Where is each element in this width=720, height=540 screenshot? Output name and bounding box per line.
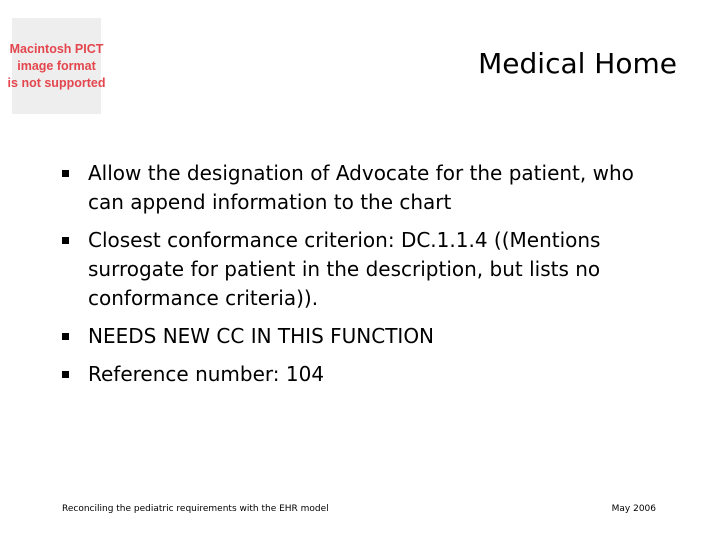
- bullet-text: NEEDS NEW CC IN THIS FUNCTION: [88, 324, 435, 348]
- placeholder-line: image format: [17, 58, 96, 73]
- bullet-item: [62, 226, 662, 313]
- placeholder-line: is not supported: [7, 75, 106, 90]
- square-bullet-icon: [62, 237, 69, 244]
- square-bullet-icon: [62, 170, 69, 177]
- unsupported-image-placeholder: [7, 18, 106, 114]
- bullet-text: Allow the designation of Advocate for the patient, who can append information to the chart: [88, 161, 634, 214]
- placeholder-line: Macintosh PICT: [9, 41, 104, 56]
- square-bullet-icon: [62, 333, 69, 340]
- footer-date: May 2006: [611, 504, 656, 514]
- bullet-item: [62, 360, 662, 389]
- bullet-text: Closest conformance criterion: DC.1.1.4 ((Mentions surrogate for patient in the description, but lists no conformance criteria)).: [88, 228, 601, 310]
- bullet-item: [62, 322, 662, 351]
- bullet-item: [62, 159, 662, 217]
- footer-title: Reconciling the pediatric requirements with the EHR model: [62, 504, 329, 514]
- bullet-list: [62, 159, 662, 398]
- square-bullet-icon: [62, 371, 69, 378]
- slide-title: Medical Home: [478, 47, 677, 80]
- bullet-text: Reference number: 104: [88, 362, 325, 386]
